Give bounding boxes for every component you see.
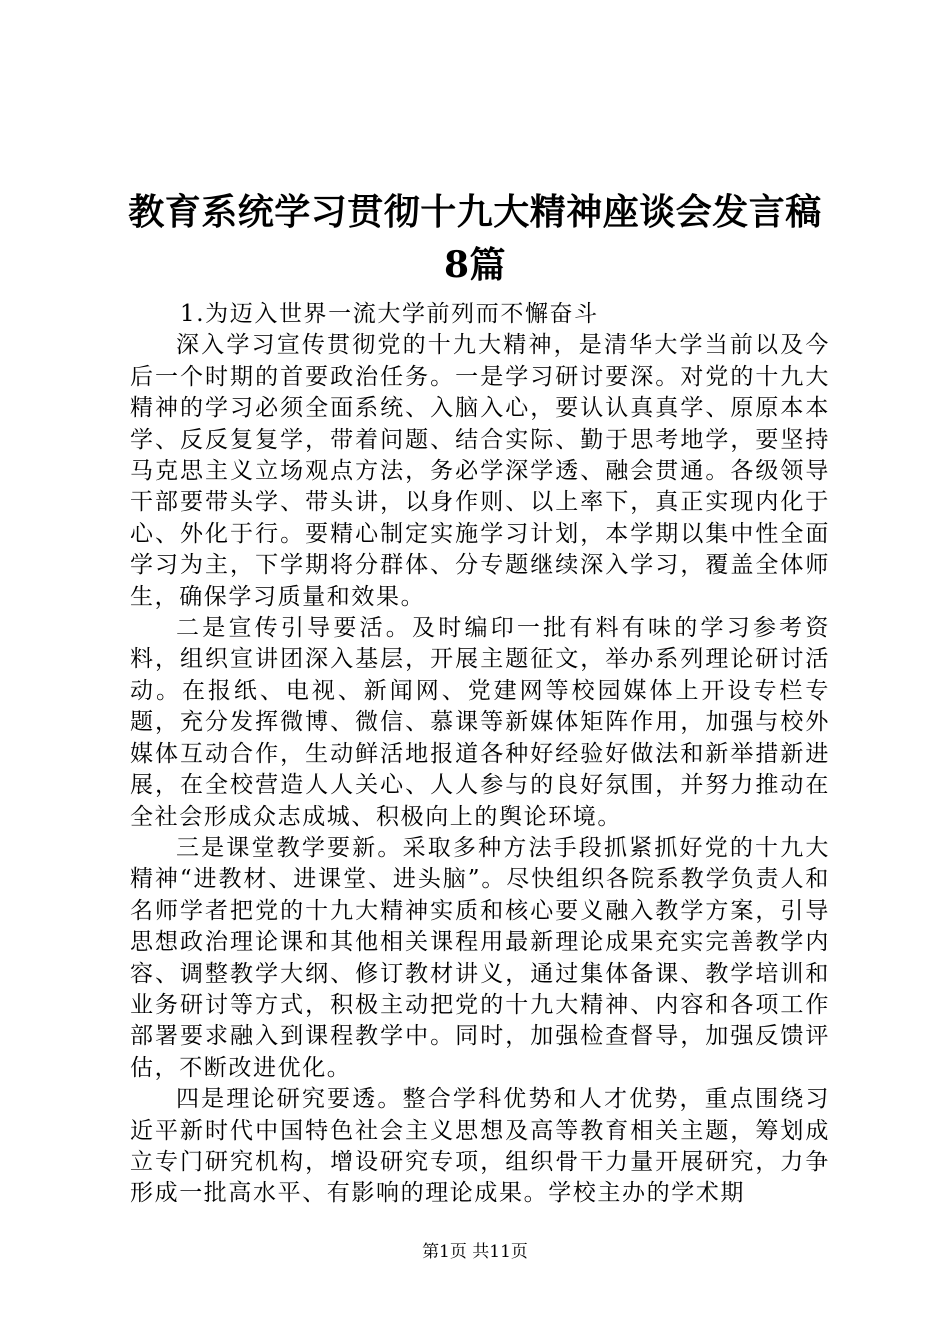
document-body: [130, 299, 830, 1210]
section-heading: 1.为迈入世界一流大学前列而不懈奋斗: [180, 301, 599, 327]
page-number-footer: 第1页 共11页: [422, 1242, 528, 1262]
body-paragraph-2: 二是宣传引导要活。及时编印一批有料有味的学习参考资料，组织宣讲团深入基层，开展主题征文，举办系列理论研讨活动。在报纸、电视、新闻网、党建网等校园媒体上开设专栏专题，充分发挥微博、微信、慕课等新媒体矩阵作用，加强与校外媒体互动合作，生动鲜活地报道各种好经验好做法和新举措新进展，在全校营造人人关心、人人参与的良好氛围，并努力推动在全社会形成众志成城、积极向上的舆论环境。: [130, 615, 830, 830]
body-paragraph-3: 三是课堂教学要新。采取多种方法手段抓紧抓好党的十九大精神“进教材、进课堂、进头脑”。尽快组织各院系教学负责人和名师学者把党的十九大精神实质和核心要义融入教学方案，引导思想政治理论课和其他相关课程用最新理论成果充实完善教学内容、调整教学大纲、修订教材讲义，通过集体备课、教学培训和业务研讨等方式，积极主动把党的十九大精神、内容和各项工作部署要求融入到课程教学中。同时，加强检查督导，加强反馈评估，不断改进优化。: [130, 834, 830, 1081]
body-paragraph-1: 深入学习宣传贯彻党的十九大精神，是清华大学当前以及今后一个时期的首要政治任务。一是学习研讨要深。对党的十九大精神的学习必须全面系统、入脑入心，要认认真真学、原原本本学、反反复复学，带着问题、结合实际、勤于思考地学，要坚持马克思主义立场观点方法，务必学深学透、融会贯通。各级领导干部要带头学、带头讲，以身作则、以上率下，真正实现内化于心、外化于行。要精心制定实施学习计划，本学期以集中性全面学习为主，下学期将分群体、分专题继续深入学习，覆盖全体师生，确保学习质量和效果。: [130, 332, 830, 610]
body-paragraph-4: 四是理论研究要透。整合学科优势和人才优势，重点围绕习近平新时代中国特色社会主义思想及高等教育相关主题，筹划成立专门研究机构，增设研究专项，组织骨干力量开展研究，力争形成一批高水平、有影响的理论成果。学校主办的学术期: [130, 1086, 830, 1207]
document-title: 教育系统学习贯彻十九大精神座谈会发言稿8篇: [128, 191, 822, 286]
